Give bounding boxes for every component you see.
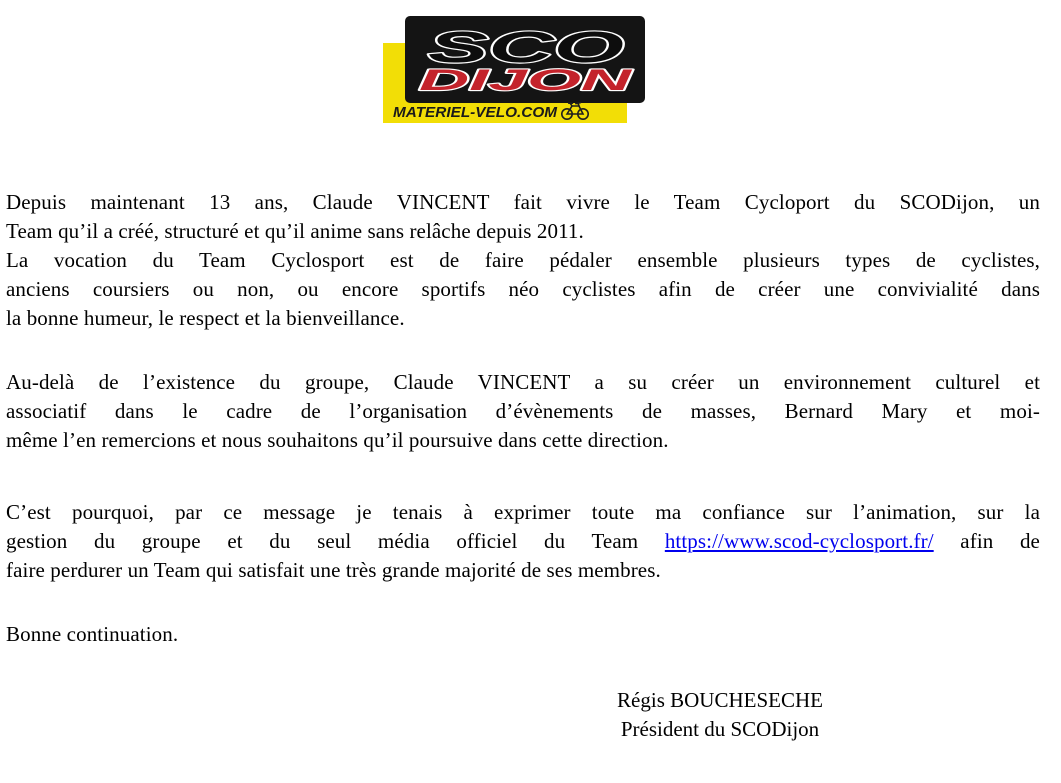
- letter-line: Depuis maintenant 13 ans, Claude VINCENT fait vivre le Team Cycloport du SCODijon, un: [6, 190, 1040, 214]
- letter-line: anciens coursiers ou non, ou encore sportifs néo cyclistes afin de créer une convivialité dans: [6, 277, 1040, 301]
- paragraph-3: [6, 498, 1040, 585]
- closing-line: [6, 620, 1040, 649]
- signature-title: Président du SCODijon: [620, 717, 820, 741]
- logo-dijon-text: DIJON: [419, 64, 635, 97]
- letter-line: [6, 527, 1040, 556]
- letter-line: Bonne continuation.: [6, 622, 179, 646]
- text-after-link: afin de: [933, 529, 1040, 553]
- paragraph-1: [6, 188, 1040, 333]
- signature-name: Régis BOUCHESECHE: [617, 688, 823, 712]
- letter-line: même l’en remercions et nous souhaitons qu’il poursuive dans cette direction.: [6, 428, 669, 452]
- letter-line: associatif dans le cadre de l’organisation d’évènements de masses, Bernard Mary et moi-: [6, 399, 1040, 423]
- letter-page: [0, 16, 1061, 783]
- signature-block: [510, 686, 930, 744]
- letter-line: La vocation du Team Cyclosport est de faire pédaler ensemble plusieurs types de cyclistes,: [6, 248, 1040, 272]
- logo-sco-text: SCO: [428, 23, 624, 72]
- scod-logo-graphic: [383, 16, 648, 123]
- letter-line: Au-delà de l’existence du groupe, Claude VINCENT a su créer un environnement culturel et: [6, 370, 1040, 394]
- letter-line: Team qu’il a créé, structuré et qu’il anime sans relâche depuis 2011.: [6, 219, 584, 243]
- scod-logo: [383, 16, 648, 123]
- text-before-link: gestion du groupe et du seul média officiel du Team: [6, 529, 665, 553]
- letter-line: C’est pourquoi, par ce message je tenais à exprimer toute ma confiance sur l’animation, sur la: [6, 500, 1040, 524]
- logo-banner-text: MATERIEL-VELO.COM: [393, 104, 558, 121]
- scod-cyclosport-link[interactable]: https://www.scod-cyclosport.fr/: [664, 529, 934, 553]
- letter-line: la bonne humeur, le respect et la bienveillance.: [6, 306, 405, 330]
- letter-line: faire perdurer un Team qui satisfait une très grande majorité de ses membres.: [6, 558, 661, 582]
- paragraph-2: [6, 368, 1040, 455]
